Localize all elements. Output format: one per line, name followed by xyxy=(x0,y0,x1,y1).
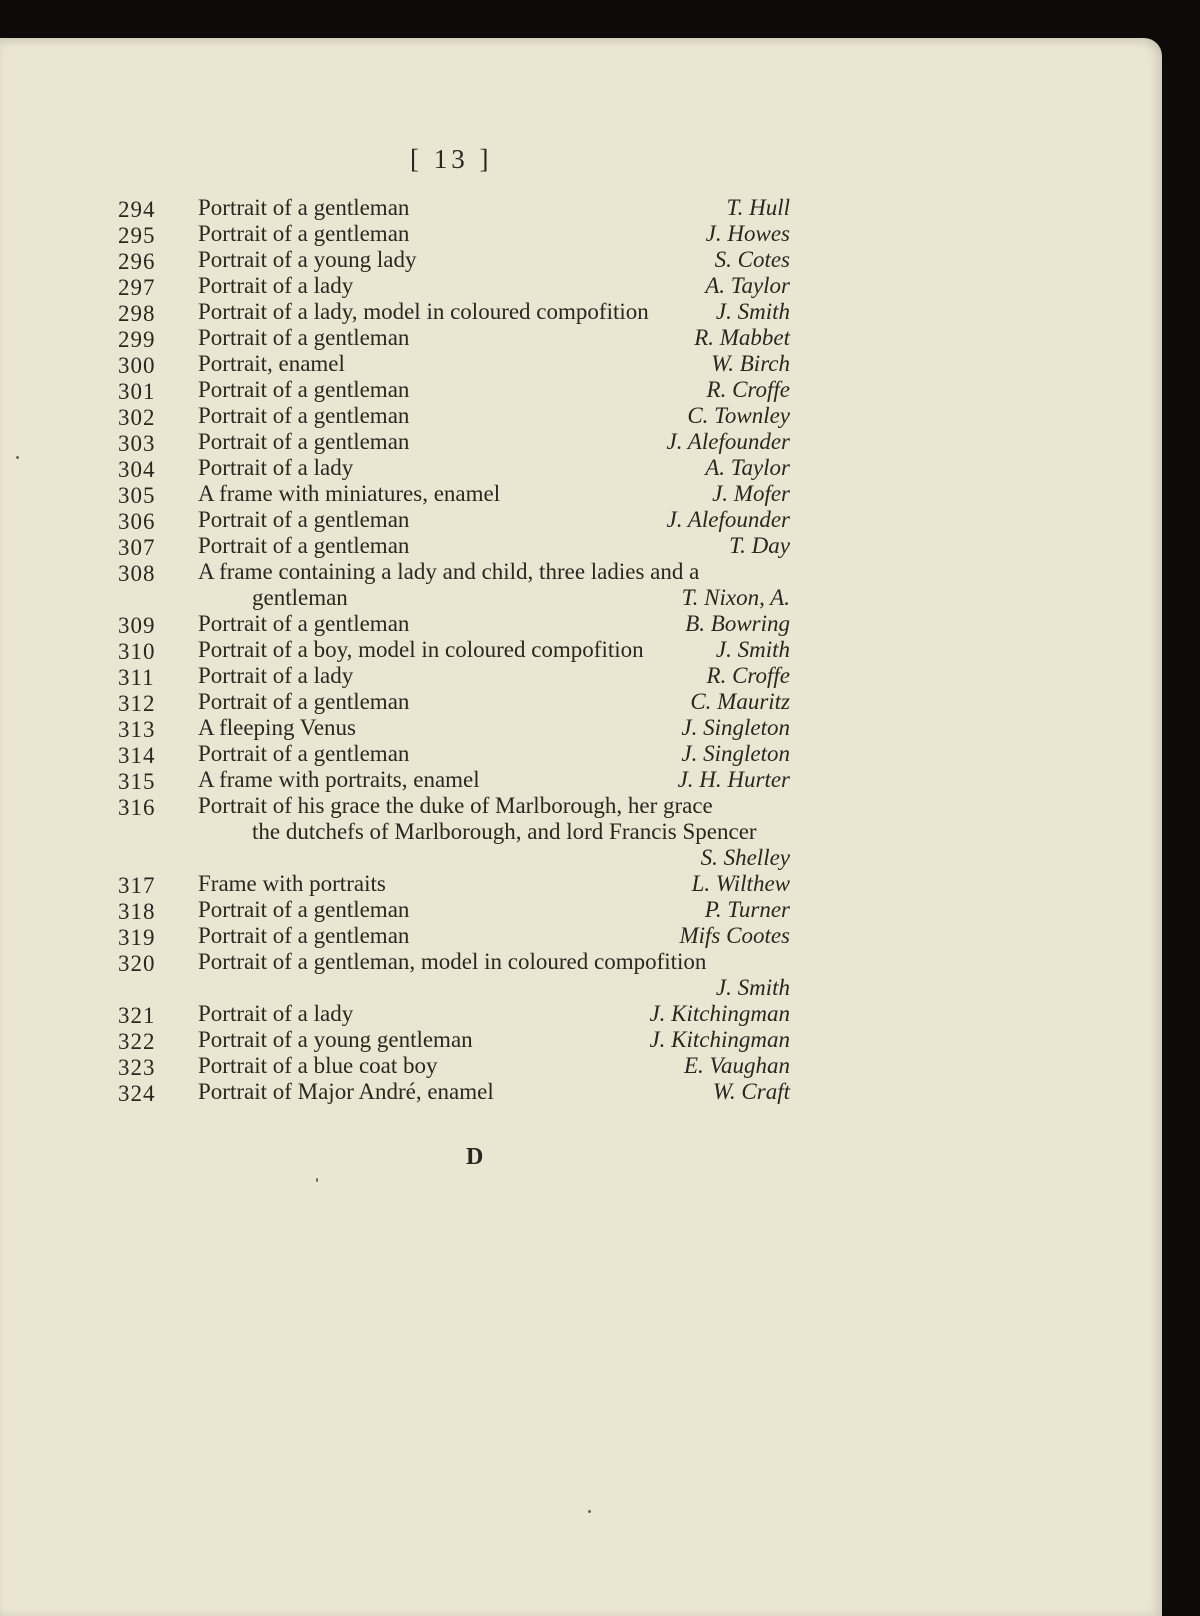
entry-title: Portrait of a gentleman xyxy=(198,689,410,714)
entry-artist: T. Hull xyxy=(726,195,790,220)
entry-title: A frame with portraits, enamel xyxy=(198,767,480,792)
entry-title: Portrait of a gentleman xyxy=(198,897,410,922)
entry-number: 312 xyxy=(118,691,156,716)
entry-title: Portrait of a young lady xyxy=(198,247,417,272)
entry-title: Portrait of a lady, model in coloured compofition xyxy=(198,299,649,324)
entry-number: 314 xyxy=(118,743,156,768)
entry-title: A frame with miniatures, enamel xyxy=(198,481,501,506)
entry-title: Portrait of a lady xyxy=(198,455,354,480)
entry-artist: W. Birch xyxy=(711,351,790,376)
entry-title: Portrait of a lady xyxy=(198,273,354,298)
entry-title-continued: the dutchefs of Marlborough, and lord Francis Spencer xyxy=(252,819,757,844)
entry-artist: R. Croffe xyxy=(706,663,790,688)
entry-artist: J. Singleton xyxy=(681,715,790,740)
entry-number: 295 xyxy=(118,223,156,248)
entry-number: 306 xyxy=(118,509,156,534)
entry-title: Portrait of a gentleman xyxy=(198,611,410,636)
entry-artist: J. Smith xyxy=(715,299,790,324)
entry-artist: J. Smith xyxy=(715,637,790,662)
entry-number: 323 xyxy=(118,1055,156,1080)
entry-title: Portrait of Major André, enamel xyxy=(198,1079,494,1104)
entry-artist: J. Kitchingman xyxy=(649,1027,790,1052)
entry-number: 322 xyxy=(118,1029,156,1054)
entry-title: Portrait of a gentleman xyxy=(198,221,410,246)
entry-number: 301 xyxy=(118,379,156,404)
page-header: [ 13 ] xyxy=(410,144,493,174)
entry-number: 321 xyxy=(118,1003,156,1028)
entry-number: 320 xyxy=(118,951,156,976)
entry-title: Portrait of a gentleman xyxy=(198,507,410,532)
entry-number: 319 xyxy=(118,925,156,950)
entry-artist: A. Taylor xyxy=(705,273,790,298)
entry-number: 303 xyxy=(118,431,156,456)
entry-artist: S. Cotes xyxy=(714,247,790,272)
entry-number: 309 xyxy=(118,613,156,638)
entry-artist: P. Turner xyxy=(704,897,790,922)
signature-mark: D xyxy=(466,1144,484,1170)
entry-number: 317 xyxy=(118,873,156,898)
entry-title: Portrait of a boy, model in coloured compofition xyxy=(198,637,644,662)
entry-title: Portrait of a gentleman xyxy=(198,325,410,350)
entry-title: Portrait of a lady xyxy=(198,1001,354,1026)
entry-artist: J. H. Hurter xyxy=(677,767,790,792)
paper-speck xyxy=(16,456,19,459)
entry-number: 297 xyxy=(118,275,156,300)
entry-number: 316 xyxy=(118,795,156,820)
entry-artist: J. Smith xyxy=(715,975,790,1000)
entry-title: Portrait, enamel xyxy=(198,351,345,376)
entry-artist: J. Kitchingman xyxy=(649,1001,790,1026)
entry-number: 308 xyxy=(118,561,156,586)
entry-artist: J. Alefounder xyxy=(666,507,790,532)
entry-artist: R. Croffe xyxy=(706,377,790,402)
entry-artist: E. Vaughan xyxy=(683,1053,790,1078)
entry-title: A fleeping Venus xyxy=(198,715,357,740)
entry-title: Portrait of his grace the duke of Marlborough, her grace xyxy=(198,793,713,818)
entry-artist: B. Bowring xyxy=(685,611,790,636)
entry-number: 304 xyxy=(118,457,156,482)
entry-number: 313 xyxy=(118,717,156,742)
entry-title: Portrait of a young gentleman xyxy=(198,1027,473,1052)
entry-artist: T. Nixon, A. xyxy=(681,585,790,610)
entry-artist: L. Wilthew xyxy=(691,871,790,896)
entry-number: 315 xyxy=(118,769,156,794)
entry-title: Portrait of a blue coat boy xyxy=(198,1053,438,1078)
entry-title: Portrait of a lady xyxy=(198,663,354,688)
entry-title: Portrait of a gentleman xyxy=(198,923,410,948)
entry-title: A frame containing a lady and child, three ladies and a xyxy=(198,559,700,584)
entry-artist: A. Taylor xyxy=(705,455,790,480)
entry-number: 318 xyxy=(118,899,156,924)
entry-title: Portrait of a gentleman, model in coloured compofition xyxy=(198,949,707,974)
entry-number: 324 xyxy=(118,1081,156,1106)
entry-title-continued: gentleman xyxy=(252,585,348,610)
paper-speck xyxy=(316,1178,318,1182)
entry-title: Portrait of a gentleman xyxy=(198,195,410,220)
entry-title: Portrait of a gentleman xyxy=(198,741,410,766)
entry-title: Portrait of a gentleman xyxy=(198,377,410,402)
entry-number: 298 xyxy=(118,301,156,326)
entry-number: 305 xyxy=(118,483,156,508)
entry-title: Portrait of a gentleman xyxy=(198,429,410,454)
entry-artist: S. Shelley xyxy=(700,845,790,870)
paper-speck xyxy=(588,1510,591,1513)
entry-artist: J. Howes xyxy=(705,221,790,246)
entry-artist: J. Alefounder xyxy=(666,429,790,454)
entry-artist: R. Mabbet xyxy=(694,325,790,350)
entry-number: 299 xyxy=(118,327,156,352)
entry-number: 296 xyxy=(118,249,156,274)
entry-artist: C. Mauritz xyxy=(690,689,790,714)
entry-artist: Mifs Cootes xyxy=(679,923,790,948)
book-page xyxy=(0,38,1162,1616)
entry-number: 311 xyxy=(118,665,155,690)
entry-artist: T. Day xyxy=(729,533,790,558)
entry-number: 307 xyxy=(118,535,156,560)
entry-number: 294 xyxy=(118,197,156,222)
entry-title: Portrait of a gentleman xyxy=(198,403,410,428)
entry-title: Frame with portraits xyxy=(198,871,386,896)
entry-artist: J. Mofer xyxy=(712,481,790,506)
entry-artist: C. Townley xyxy=(687,403,790,428)
entry-artist: J. Singleton xyxy=(681,741,790,766)
entry-number: 310 xyxy=(118,639,156,664)
entry-artist: W. Craft xyxy=(712,1079,790,1104)
entry-number: 300 xyxy=(118,353,156,378)
entry-title: Portrait of a gentleman xyxy=(198,533,410,558)
entry-number: 302 xyxy=(118,405,156,430)
